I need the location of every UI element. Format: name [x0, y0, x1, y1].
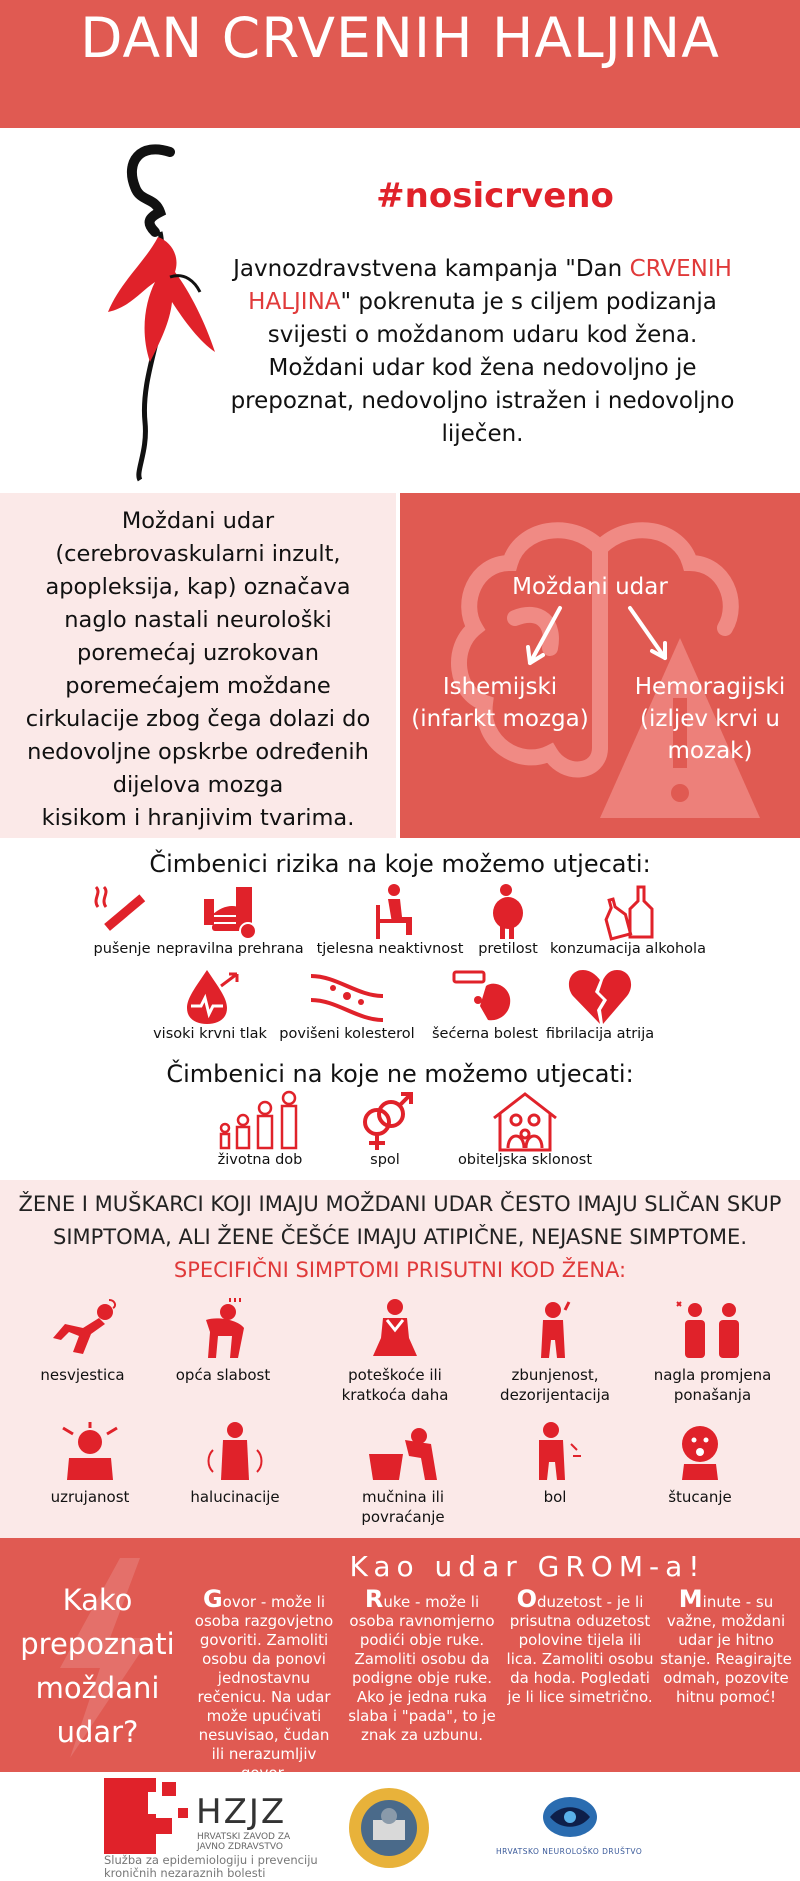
hashtag: #nosicrveno	[376, 176, 614, 216]
risk-factor-label: tjelesna neaktivnost	[316, 941, 464, 957]
risk-factor-label: visoki krvni tlak	[153, 1026, 267, 1042]
definition-line: Moždani udar	[121, 508, 275, 534]
definition-line: (cerebrovaskularni inzult,	[55, 541, 341, 567]
cigarette-icon	[90, 883, 154, 941]
header-banner	[0, 0, 800, 128]
symptom-item	[490, 1298, 620, 1405]
agitation-icon	[55, 1420, 125, 1482]
footer	[0, 1772, 800, 1881]
symptom-item	[180, 1420, 290, 1507]
grom-letter: G	[202, 1585, 223, 1613]
symptom-item	[168, 1298, 278, 1385]
risk-factor-label: nepravilna prehrana	[156, 941, 304, 957]
artery-icon	[307, 966, 387, 1026]
pain-icon	[525, 1420, 585, 1482]
symptom-item	[640, 1298, 785, 1405]
symptoms-intro-highlight: SPECIFIČNI SIMPTOMI PRISUTNI KOD ŽENA:	[173, 1258, 627, 1282]
grom-column-r	[348, 1585, 496, 1745]
risk-factor-item	[350, 1090, 420, 1168]
how-to-recognize	[15, 1578, 180, 1754]
symptom-label: štucanje	[668, 1488, 732, 1506]
ischemic-title: Ishemijski	[442, 674, 558, 700]
grom-section	[0, 1538, 800, 1772]
symptom-item	[318, 1420, 488, 1527]
vomiting-icon	[363, 1420, 443, 1482]
risk-factor-label: spol	[370, 1152, 400, 1168]
symptom-label: nagla promjena ponašanja	[653, 1366, 772, 1404]
grom-text: ovor - može li osoba razgovjetno govoriti. Zamoliti osobu da ponovi jednostavnu rečenicu. Na udar može upućivati nesuvisao, čudan ili nerazumljiv	[194, 1593, 334, 1763]
symptom-item	[40, 1420, 140, 1507]
symptom-label: opća slabost	[175, 1366, 271, 1384]
definition-line: nedovoljne opskrbe određenih	[27, 739, 369, 765]
side-line: udar?	[56, 1715, 139, 1749]
grom-text: inute - su važne, moždani udar je hitno stanje. Reagirajte odmah, pozovite hitnu pomoć!	[660, 1593, 792, 1706]
stroke-label: Moždani udar	[512, 574, 668, 600]
definition-line: poremećajem moždane	[65, 673, 331, 699]
risk-factor-item	[548, 883, 708, 957]
stroke-types-panel	[400, 493, 800, 838]
definition-line: poremećaj uzrokovan	[77, 640, 319, 666]
definition-line: apopleksija, kap) označava	[45, 574, 351, 600]
risk-factor-label: pušenje	[93, 941, 151, 957]
hemorrhagic-desc: (izljev krvi u	[640, 706, 780, 732]
risk-factor-label: životna dob	[217, 1152, 303, 1168]
risk-factor-label: šećerna bolest	[431, 1026, 539, 1042]
grom-letter: R	[364, 1585, 384, 1613]
gender-icon	[355, 1090, 415, 1152]
bottles-icon	[596, 883, 660, 941]
intro-paragraph	[225, 253, 740, 451]
grom-column-m	[652, 1585, 800, 1707]
branch-arrows-icon	[495, 603, 695, 673]
intro-text-highlight: CRVENIH HALJINA	[248, 256, 732, 315]
fixed-title: Čimbenici na koje ne možemo utjecati:	[166, 1060, 634, 1088]
ischemic-label	[400, 671, 600, 735]
symptom-label: zbunjenost, dezorijentacija	[500, 1366, 610, 1404]
neurology-society-logo-icon	[540, 1790, 600, 1844]
symptoms-section	[0, 1180, 800, 1538]
risk-factor-label: obiteljska sklonost	[457, 1152, 593, 1168]
grom-letter: M	[678, 1585, 703, 1613]
definition-line: dijelova mozga	[112, 772, 284, 798]
intro-text-end: " pokrenuta je s ciljem podizanja svijesti o moždanom udaru kod žena. Moždani udar kod žena nedovoljno je prepoznat, nedovoljno istražen i nedovoljno liječen.	[230, 289, 735, 447]
risk-factor-label: povišeni kolesterol	[279, 1026, 415, 1042]
confusion-icon	[525, 1298, 585, 1360]
risk-factor-item	[205, 1090, 315, 1168]
sitting-person-icon	[358, 883, 422, 941]
definition-line: naglo nastali neurološki	[64, 607, 332, 633]
behavior-change-icon	[673, 1298, 753, 1360]
symptom-item	[650, 1420, 750, 1507]
symptom-label: uzrujanost	[50, 1488, 130, 1506]
risk-factor-label: pretilost	[478, 941, 538, 957]
definition-line: kisikom i hranjivim tvarima.	[41, 805, 355, 831]
symptoms-intro	[6, 1188, 794, 1287]
symptom-label: bol	[543, 1488, 567, 1506]
grom-column-g	[190, 1585, 338, 1783]
symptom-label: mučnina ili povraćanje	[361, 1488, 445, 1526]
definition-panel	[0, 493, 396, 838]
family-house-icon	[490, 1090, 560, 1152]
broken-heart-icon	[565, 966, 635, 1026]
grom-title: Kao udar GROM-a!	[349, 1550, 706, 1583]
hallucination-icon	[205, 1420, 265, 1482]
risk-factor-item	[468, 883, 548, 957]
definition-text	[0, 505, 396, 835]
modifiable-title: Čimbenici rizika na koje možemo utjecati:	[149, 850, 651, 878]
medical-society-seal-icon	[347, 1786, 431, 1870]
symptom-label: halucinacije	[190, 1488, 280, 1506]
risk-factor-item	[140, 966, 280, 1042]
hemorrhagic-title: Hemoragijski	[634, 674, 786, 700]
age-growth-icon	[215, 1090, 305, 1152]
blood-drop-icon	[177, 966, 243, 1026]
grom-column-o	[506, 1585, 654, 1707]
red-dress-woman-icon	[100, 142, 220, 482]
glucose-meter-icon	[450, 966, 520, 1026]
side-line: prepoznati	[20, 1627, 175, 1661]
hzjz-logo-icon	[104, 1778, 194, 1856]
grom-text: uke - može li osoba ravnomjerno podići obje ruke. Zamoliti osobu da podigne obje ruke. Ako je jedna ruka slaba i "pada", to je znak za uzbunu.	[348, 1593, 496, 1744]
hiccup-icon	[670, 1420, 730, 1482]
risk-factor-item	[272, 966, 422, 1042]
grom-text: duzetost - je li prisutna oduzetost polovine tijela ili lica. Zamoliti osobu da hoda. Pogledati je li lice simetrično.	[506, 1593, 654, 1706]
hzjz-subtitle: HRVATSKI ZAVOD ZA JAVNO ZDRAVSTVO	[197, 1832, 291, 1852]
symptom-label: nesvjestica	[40, 1366, 125, 1384]
hemorrhagic-desc: mozak)	[667, 738, 753, 764]
footer-caption: Služba za epidemiologiju i prevenciju kroničnih nezaraznih bolesti	[104, 1853, 318, 1880]
obese-person-icon	[476, 883, 540, 941]
hemorrhagic-label	[620, 671, 800, 767]
fainting-icon	[43, 1298, 123, 1360]
symptom-item	[520, 1420, 590, 1507]
page-title: DAN CRVENIH HALJINA	[80, 6, 720, 70]
risk-factor-label: konzumacija alkohola	[550, 941, 706, 957]
symptom-label: poteškoće ili kratkoća daha	[341, 1366, 449, 1404]
risk-factors-section	[0, 838, 800, 1180]
symptoms-intro-text: ŽENE I MUŠKARCI KOJI IMAJU MOŽDANI UDAR ČESTO IMAJU SLIČAN SKUP SIMPTOMA, ALI ŽENE ČEŠĆE IMAJU ATIPIČNE, NEJASNE SIMPTOME.	[18, 1192, 782, 1249]
symptom-item	[320, 1298, 470, 1405]
risk-factor-item	[450, 1090, 600, 1168]
weakness-icon	[188, 1298, 258, 1360]
grom-letter: O	[516, 1585, 538, 1613]
ischemic-desc: (infarkt mozga)	[411, 706, 589, 732]
risk-factor-item	[535, 966, 665, 1042]
symptom-item	[30, 1298, 135, 1385]
intro-section	[0, 128, 800, 493]
side-line: Kako	[62, 1583, 133, 1617]
side-line: moždani	[35, 1671, 160, 1705]
risk-factor-label: fibrilacija atrija	[545, 1026, 655, 1042]
risk-factor-item	[155, 883, 305, 957]
risk-factor-item	[425, 966, 545, 1042]
definition-line: cirkulacije zbog čega dolazi do	[25, 706, 371, 732]
neurology-society-name: HRVATSKO NEUROLOŠKO DRUŠTVO	[496, 1847, 643, 1856]
hzjz-name: HZJZ	[196, 1792, 287, 1832]
definition-section	[0, 493, 800, 838]
risk-factor-item	[315, 883, 465, 957]
breathing-icon	[365, 1298, 425, 1360]
intro-text-start: Javnozdravstvena kampanja "Dan	[233, 256, 630, 282]
fast-food-icon	[198, 883, 262, 941]
